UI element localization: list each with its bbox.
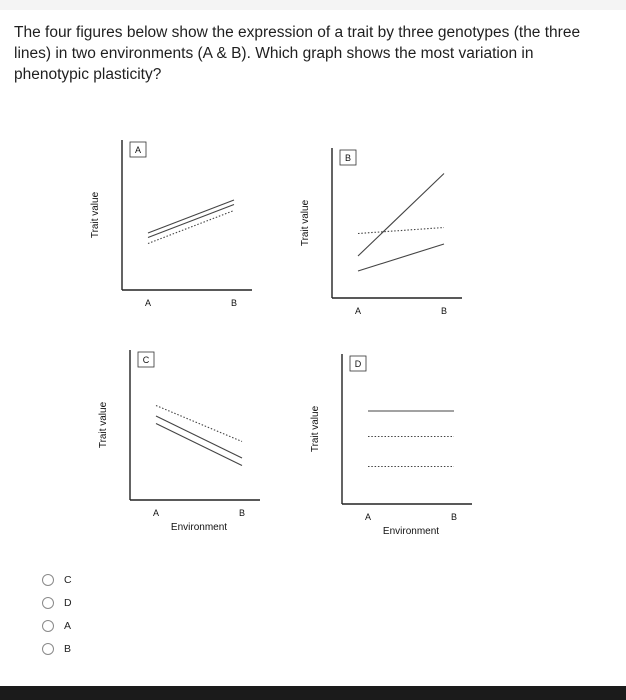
series-line-2 <box>358 228 444 234</box>
top-strip <box>0 0 626 10</box>
y-axis-label: Trait value <box>300 199 311 247</box>
chart-panel-c <box>88 342 288 572</box>
y-axis-label: Trait value <box>310 405 321 453</box>
chart-panel-a <box>80 132 280 362</box>
panel-label: C <box>142 355 150 365</box>
chart-svg <box>290 140 490 370</box>
y-axis-label: Trait value <box>98 401 109 449</box>
series-line-1 <box>156 406 242 442</box>
option-label: C <box>64 573 72 586</box>
series-line-3 <box>148 211 234 244</box>
series-line-1 <box>148 200 234 233</box>
radio-icon[interactable] <box>42 643 54 655</box>
series-line-2 <box>148 205 234 238</box>
x-tick-label: A <box>152 508 160 518</box>
x-tick-label: B <box>238 508 246 518</box>
option-c[interactable] <box>42 568 72 591</box>
radio-icon[interactable] <box>42 574 54 586</box>
panel-label: B <box>344 153 352 163</box>
x-tick-label: B <box>450 512 458 522</box>
series-line-2 <box>156 416 242 458</box>
x-tick-label: A <box>144 298 152 308</box>
chart-panel-b <box>290 140 490 370</box>
series-line-3 <box>358 244 444 271</box>
y-axis-label: Trait value <box>90 191 101 239</box>
x-tick-label: A <box>354 306 362 316</box>
radio-icon[interactable] <box>42 597 54 609</box>
option-a[interactable] <box>42 614 72 637</box>
option-b[interactable] <box>42 637 72 660</box>
panel-label: A <box>134 145 142 155</box>
option-d[interactable] <box>42 591 72 614</box>
chart-panel-d <box>300 346 500 576</box>
x-axis-label: Environment <box>170 522 228 533</box>
x-tick-label: A <box>364 512 372 522</box>
question-text: The four figures below show the expression of a trait by three genotypes (the three lines) in two environments (A & B). Which graph shows the most variation in phenotypic plasticity? <box>14 24 581 83</box>
option-label: A <box>64 619 72 632</box>
series-line-1 <box>358 174 444 257</box>
bottom-bar <box>0 686 626 700</box>
radio-icon[interactable] <box>42 620 54 632</box>
series-line-3 <box>156 424 242 466</box>
chart-svg <box>300 346 500 576</box>
option-label: D <box>64 596 72 609</box>
answer-options <box>42 568 72 660</box>
x-tick-label: B <box>440 306 448 316</box>
x-tick-label: B <box>230 298 238 308</box>
option-label: B <box>64 642 72 655</box>
chart-svg <box>88 342 288 572</box>
panel-label: D <box>354 359 362 369</box>
x-axis-label: Environment <box>382 526 440 537</box>
chart-svg <box>80 132 280 362</box>
